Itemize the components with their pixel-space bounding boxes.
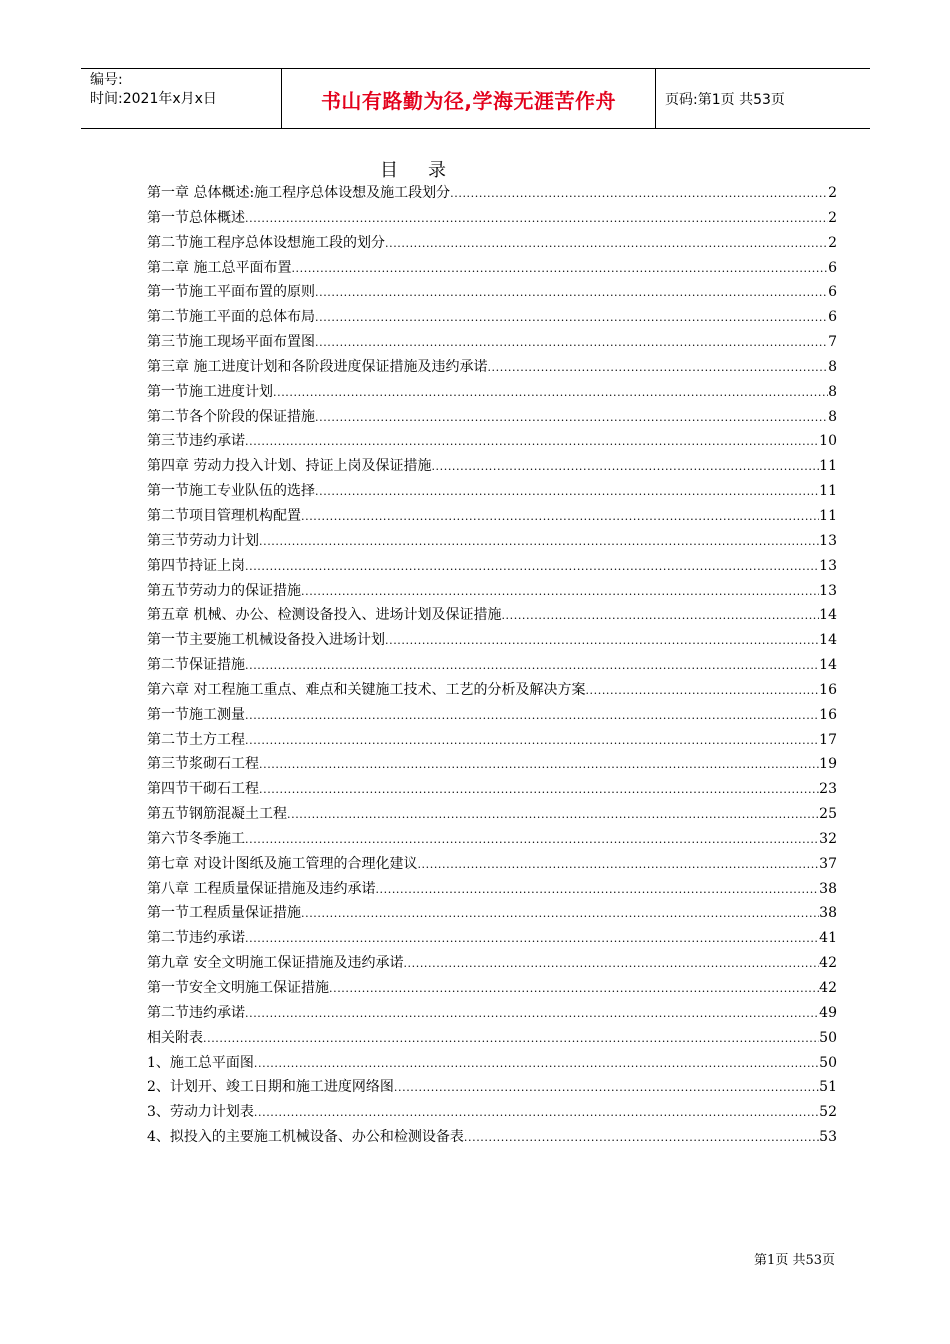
toc-entry-page: 41 (819, 930, 837, 947)
toc-entry-title: 第五节劳动力的保证措施 (147, 582, 301, 599)
toc-entry-title: 第二节施工程序总体设想施工段的划分 (147, 234, 385, 251)
toc-entry-page: 50 (819, 1054, 837, 1071)
toc-entry-title: 第九章 安全文明施工保证措施及违约承诺 (147, 955, 404, 972)
toc-dot-leader (315, 281, 828, 305)
toc-entry-page: 49 (819, 1004, 837, 1021)
toc-entry-page: 11 (819, 507, 837, 524)
toc-entry-page: 13 (819, 557, 837, 574)
toc-entry-page: 16 (819, 706, 837, 723)
toc-entry[interactable] (147, 330, 837, 355)
toc-entry-page: 38 (819, 905, 837, 922)
toc-entry[interactable] (147, 554, 837, 579)
toc-dot-leader (245, 828, 819, 852)
toc-entry-page: 52 (819, 1104, 837, 1121)
toc-entry[interactable] (147, 529, 837, 554)
toc-entry-title: 第六节冬季施工 (147, 830, 245, 847)
toc-entry-page: 6 (828, 284, 837, 301)
toc-entry-title: 第二节违约承诺 (147, 1004, 245, 1021)
toc-dot-leader (245, 430, 819, 454)
toc-dot-leader (287, 803, 819, 827)
toc-entry-page: 53 (819, 1129, 837, 1146)
toc-entry[interactable] (147, 802, 837, 827)
toc-entry-title: 第五章 机械、办公、检测设备投入、进场计划及保证措施 (147, 607, 502, 624)
toc-entry-page: 17 (819, 731, 837, 748)
page-header (81, 68, 870, 129)
toc-entry-title: 第一节总体概述 (147, 209, 245, 226)
toc-entry-title: 第三节施工现场平面布置图 (147, 334, 315, 351)
toc-entry-title: 第三节违约承诺 (147, 433, 245, 450)
toc-entry[interactable] (147, 976, 837, 1001)
toc-entry-page: 6 (828, 309, 837, 326)
toc-entry-title: 第三章 施工进度计划和各阶段进度保证措施及违约承诺 (147, 358, 488, 375)
toc-entry[interactable] (147, 1051, 837, 1076)
toc-dot-leader (301, 505, 819, 529)
toc-entry[interactable] (147, 653, 837, 678)
toc-entry[interactable] (147, 1001, 837, 1026)
toc-dot-leader (259, 530, 819, 554)
toc-entry-title: 第一节工程质量保证措施 (147, 905, 301, 922)
header-page-cell (656, 69, 870, 128)
toc-entry-page: 23 (819, 781, 837, 798)
toc-entry[interactable] (147, 1100, 837, 1125)
toc-entry-title: 4、拟投入的主要施工机械设备、办公和检测设备表 (147, 1129, 464, 1146)
toc-dot-leader (375, 878, 819, 902)
document-time-label: 时间:2021年x月x日 (90, 91, 217, 107)
toc-entry-title: 第六章 对工程施工重点、难点和关键施工技术、工艺的分析及解决方案 (147, 681, 586, 698)
toc-dot-leader (394, 1076, 819, 1100)
toc-entry-title: 1、施工总平面图 (147, 1054, 254, 1071)
toc-entry-page: 14 (819, 632, 837, 649)
toc-dot-leader (431, 455, 819, 479)
document-number-label: 编号: (90, 72, 123, 88)
toc-entry-title: 第五节钢筋混凝土工程 (147, 806, 287, 823)
toc-entry-title: 第二章 施工总平面布置 (147, 259, 292, 276)
toc-dot-leader (259, 778, 819, 802)
toc-entry[interactable] (147, 1026, 837, 1051)
toc-entry[interactable] (147, 703, 837, 728)
toc-entry[interactable] (147, 728, 837, 753)
toc-entry-title: 3、劳动力计划表 (147, 1104, 254, 1121)
toc-dot-leader (315, 306, 828, 330)
toc-dot-leader (245, 704, 819, 728)
toc-dot-leader (254, 1101, 819, 1125)
toc-entry-title: 第二节项目管理机构配置 (147, 507, 301, 524)
toc-entry[interactable] (147, 380, 837, 405)
toc-entry[interactable] (147, 951, 837, 976)
toc-dot-leader (273, 381, 828, 405)
header-motto-cell (282, 69, 656, 128)
toc-entry[interactable] (147, 1125, 837, 1150)
toc-entry-title: 第一节施工进度计划 (147, 383, 273, 400)
toc-entry-page: 38 (819, 880, 837, 897)
toc-entry[interactable] (147, 405, 837, 430)
toc-entry-page: 8 (828, 358, 837, 375)
toc-entry-page: 7 (828, 334, 837, 351)
toc-entry[interactable] (147, 777, 837, 802)
toc-entry-title: 第四章 劳动力投入计划、持证上岗及保证措施 (147, 458, 432, 475)
toc-dot-leader (385, 629, 819, 653)
toc-dot-leader (245, 927, 819, 951)
toc-entry-page: 6 (828, 259, 837, 276)
toc-entry-title: 第二节保证措施 (147, 657, 245, 674)
toc-entry-title: 第四节干砌石工程 (147, 781, 259, 798)
toc-entry-page: 8 (828, 408, 837, 425)
toc-entry[interactable] (147, 678, 837, 703)
toc-entry-page: 19 (819, 756, 837, 773)
toc-entry[interactable] (147, 429, 837, 454)
toc-dot-leader (501, 604, 819, 628)
toc-dot-leader (245, 1002, 819, 1026)
toc-entry-title: 第三节劳动力计划 (147, 532, 259, 549)
toc-entry[interactable] (147, 305, 837, 330)
toc-entry[interactable] (147, 1075, 837, 1100)
toc-dot-leader (245, 654, 819, 678)
toc-entry-page: 13 (819, 582, 837, 599)
toc-entry[interactable] (147, 504, 837, 529)
toc-entry[interactable] (147, 852, 837, 877)
toc-entry[interactable] (147, 454, 837, 479)
toc-entry-title: 第一节主要施工机械设备投入进场计划 (147, 632, 385, 649)
toc-entry-page: 8 (828, 383, 837, 400)
toc-entry-page: 16 (819, 681, 837, 698)
toc-entry-title: 第一章 总体概述:施工程序总体设想及施工段划分 (147, 185, 451, 201)
toc-entry[interactable] (147, 877, 837, 902)
toc-entry[interactable] (147, 206, 837, 231)
toc-entry[interactable] (147, 827, 837, 852)
toc-entry-title: 第四节持证上岗 (147, 557, 245, 574)
toc-entry-page: 11 (819, 458, 837, 475)
table-of-contents (147, 181, 837, 1150)
toc-entry-page: 37 (819, 855, 837, 872)
toc-entry[interactable] (147, 479, 837, 504)
toc-dot-leader (329, 977, 819, 1001)
toc-entry-page: 32 (819, 830, 837, 847)
toc-title: 目录 (380, 160, 476, 181)
toc-dot-leader (585, 679, 819, 703)
toc-dot-leader (203, 1027, 819, 1051)
header-page-info: 页码:第1页 共53页 (665, 91, 785, 108)
toc-entry-title: 第一节施工平面布置的原则 (147, 284, 315, 301)
toc-entry[interactable] (147, 628, 837, 653)
toc-entry-page: 25 (819, 806, 837, 823)
toc-dot-leader (291, 257, 828, 281)
toc-dot-leader (464, 1126, 819, 1150)
toc-entry[interactable] (147, 603, 837, 628)
toc-entry[interactable] (147, 579, 837, 604)
toc-entry-title: 第一节施工测量 (147, 706, 245, 723)
toc-entry[interactable] (147, 256, 837, 281)
toc-entry-page: 2 (828, 209, 837, 226)
toc-entry-title: 第七章 对设计图纸及施工管理的合理化建议 (147, 855, 418, 872)
toc-entry-page: 50 (819, 1029, 837, 1046)
page-footer: 第1页 共53页 (754, 1253, 835, 1268)
toc-dot-leader (259, 753, 819, 777)
toc-entry-title: 第二节各个阶段的保证措施 (147, 408, 315, 425)
toc-entry-page: 2 (828, 234, 837, 251)
toc-entry-title: 第二节违约承诺 (147, 930, 245, 947)
toc-dot-leader (245, 555, 819, 579)
toc-entry-title: 相关附表 (147, 1029, 203, 1046)
toc-entry[interactable] (147, 181, 837, 206)
toc-entry-title: 第三节浆砌石工程 (147, 756, 259, 773)
toc-dot-leader (245, 729, 819, 753)
toc-entry-title: 第一节施工专业队伍的选择 (147, 483, 315, 500)
toc-dot-leader (315, 331, 828, 355)
toc-dot-leader (254, 1052, 819, 1076)
toc-entry-page: 42 (819, 980, 837, 996)
toc-entry-title: 第一节安全文明施工保证措施 (147, 980, 329, 996)
toc-dot-leader (315, 406, 828, 430)
toc-entry-page: 14 (819, 607, 837, 624)
toc-entry[interactable] (147, 901, 837, 926)
toc-dot-leader (301, 580, 819, 604)
toc-entry-page: 51 (819, 1079, 837, 1096)
toc-entry-title: 2、计划开、竣工日期和施工进度网络图 (147, 1079, 394, 1096)
toc-dot-leader (385, 232, 828, 256)
toc-dot-leader (450, 182, 828, 206)
toc-entry[interactable] (147, 355, 837, 380)
toc-entry[interactable] (147, 926, 837, 951)
toc-dot-leader (301, 902, 819, 926)
toc-dot-leader (417, 853, 819, 877)
header-motto: 书山有路勤为径,学海无涯苦作舟 (320, 89, 617, 113)
toc-dot-leader (403, 952, 819, 976)
toc-entry-page: 42 (819, 955, 837, 972)
toc-entry-page: 2 (828, 185, 837, 201)
toc-entry-page: 10 (819, 433, 837, 450)
header-meta (81, 69, 282, 128)
toc-entry-title: 第二节施工平面的总体布局 (147, 309, 315, 326)
toc-dot-leader (487, 356, 828, 380)
toc-entry-page: 14 (819, 657, 837, 674)
toc-entry[interactable] (147, 231, 837, 256)
toc-dot-leader (315, 480, 819, 504)
toc-entry[interactable] (147, 280, 837, 305)
toc-entry-page: 11 (819, 483, 837, 500)
toc-entry-page: 13 (819, 532, 837, 549)
toc-entry[interactable] (147, 752, 837, 777)
toc-entry-title: 第二节土方工程 (147, 731, 245, 748)
toc-entry-title: 第八章 工程质量保证措施及违约承诺 (147, 880, 376, 897)
toc-dot-leader (245, 207, 828, 231)
